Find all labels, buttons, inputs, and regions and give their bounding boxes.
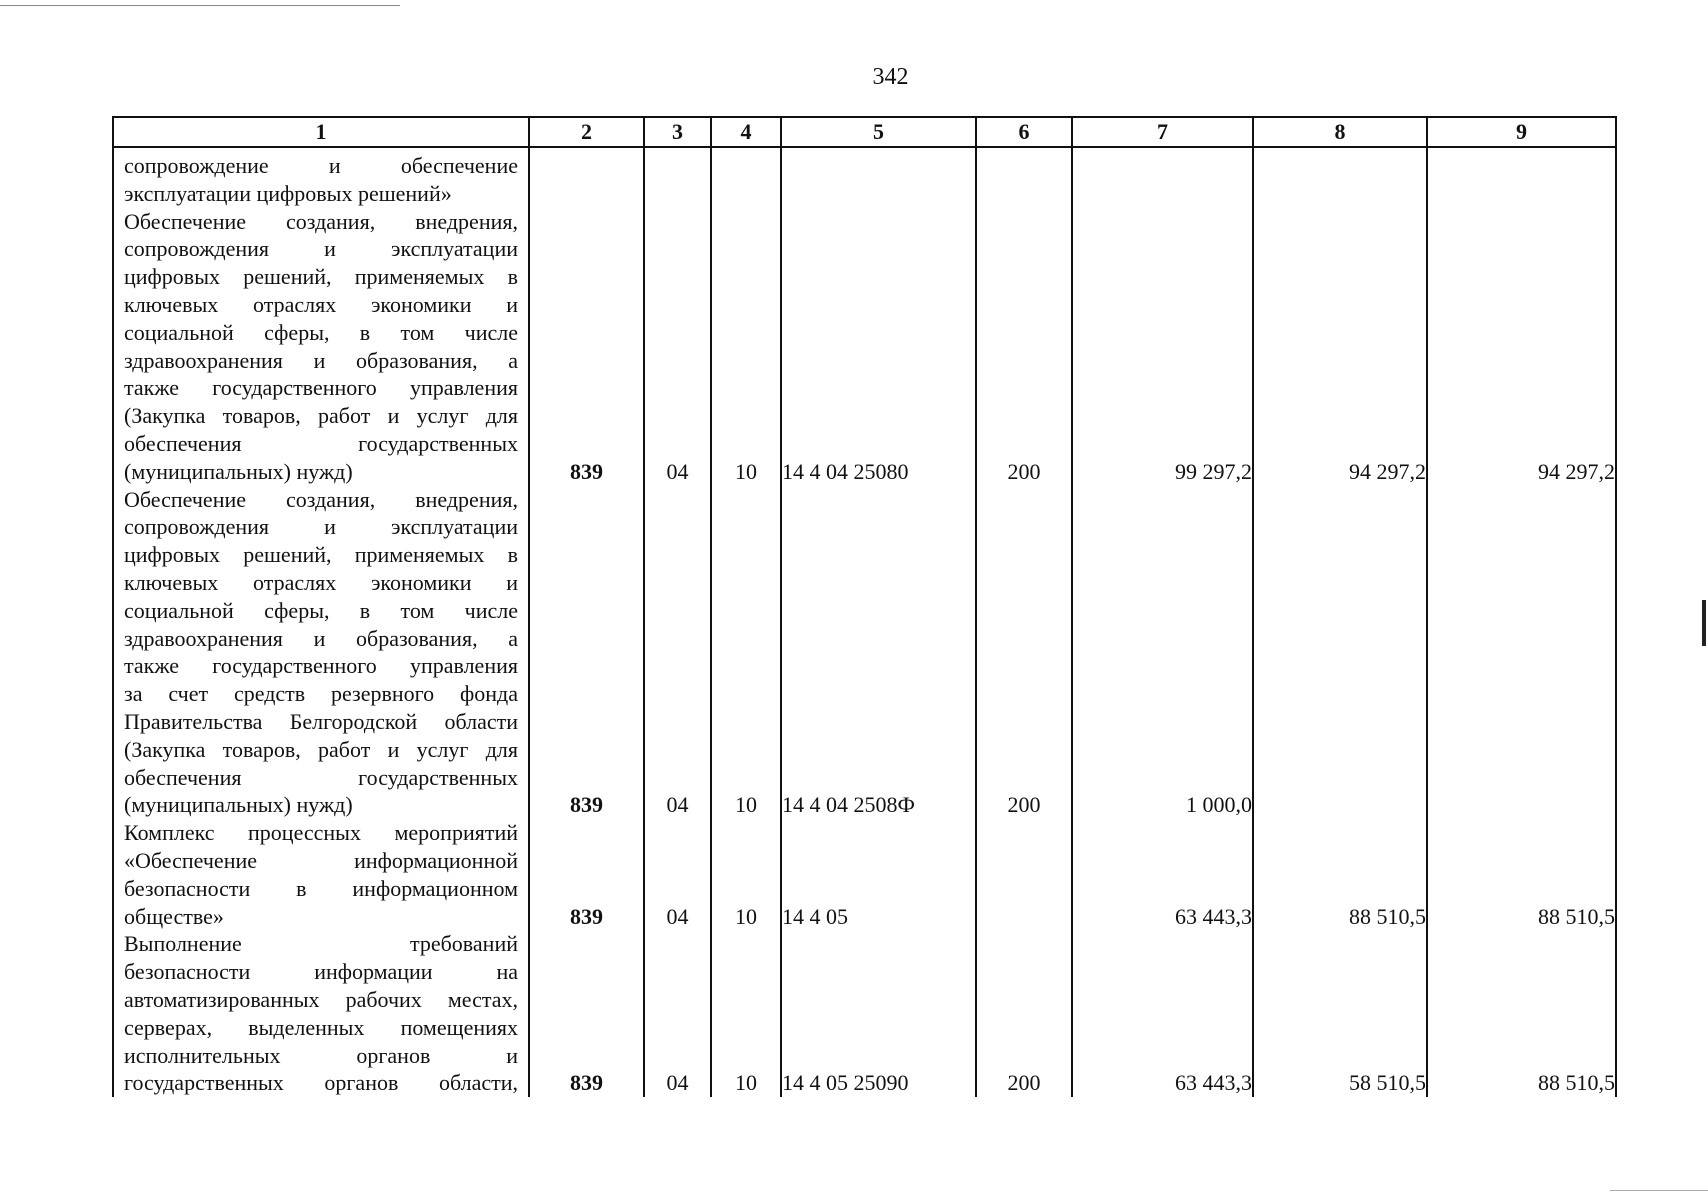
cell-amount-col7: 63 443,3 [1072,930,1253,1097]
row-description [113,208,529,486]
cell-ministry-code [529,152,644,208]
description-line: Правительства Белгородской области [124,708,518,734]
description-line: государственных органов области, [124,1070,518,1096]
description-line: за счет средств резервного фонда [124,681,518,707]
description-line: серверах, выделенных помещениях [124,1014,518,1040]
description-line: безопасности информации на [124,959,518,985]
description-line: цифровых решений, применяемых в [124,264,518,290]
column-header: 6 [976,117,1072,147]
column-header: 9 [1427,117,1616,147]
description-line: безопасности в информационном [124,875,518,901]
description-line: сопровождение и обеспечение [124,153,518,178]
table-row [113,208,1616,486]
column-header: 5 [781,117,976,147]
cell-amount-col7: 1 000,0 [1072,486,1253,820]
column-header: 4 [711,117,781,147]
cell-subsection: 10 [711,486,781,820]
description-line: (муниципальных) нужд) [124,792,353,818]
cell-target-article: 14 4 05 [781,819,976,930]
description-line: эксплуатации цифровых решений» [124,180,452,206]
cell-ministry-code: 839 [529,486,644,820]
scan-edge-line [0,5,400,6]
cell-amount-col8: 94 297,2 [1253,208,1427,486]
description-line: обществе» [124,903,224,929]
cell-amount-col9: 88 510,5 [1427,819,1616,930]
description-line: здравоохранения и образования, а [124,347,518,373]
cell-target-article: 14 4 05 25090 [781,930,976,1097]
row-description [113,486,529,820]
description-line: «Обеспечение информационной [124,847,518,873]
cell-subsection: 10 [711,819,781,930]
cell-amount-col7: 99 297,2 [1072,208,1253,486]
cell-section [644,152,711,208]
description-line: сопровождения и эксплуатации [124,236,518,262]
table-header-row [113,117,1616,147]
cell-ministry-code: 839 [529,208,644,486]
cell-ministry-code: 839 [529,930,644,1097]
page-number: 342 [872,64,909,90]
cell-subsection [711,152,781,208]
description-line: социальной сферы, в том числе [124,319,518,345]
description-line: Обеспечение создания, внедрения, [124,486,518,512]
cell-amount-col8 [1253,486,1427,820]
cell-amount-col8: 58 510,5 [1253,930,1427,1097]
description-line: социальной сферы, в том числе [124,597,518,623]
description-line: также государственного управления [124,375,518,401]
table-row [113,486,1616,820]
cell-section: 04 [644,930,711,1097]
table-row [113,819,1616,930]
scan-edge-mark [1702,600,1706,646]
table-row [113,930,1616,1097]
cell-amount-col9 [1427,486,1616,820]
cell-target-article [781,152,976,208]
cell-amount-col7: 63 443,3 [1072,819,1253,930]
description-line: сопровождения и эксплуатации [124,514,518,540]
description-line: также государственного управления [124,653,518,679]
table-row [113,152,1616,208]
row-description [113,819,529,930]
cell-section: 04 [644,819,711,930]
description-line: исполнительных органов и [124,1042,518,1068]
cell-expense-type [976,819,1072,930]
description-line: Обеспечение создания, внедрения, [124,208,518,234]
description-line: Комплекс процессных мероприятий [124,820,518,846]
description-line: автоматизированных рабочих местах, [124,986,518,1012]
column-header: 3 [644,117,711,147]
cell-section: 04 [644,208,711,486]
cell-amount-col7 [1072,152,1253,208]
column-header: 2 [529,117,644,147]
description-line: обеспечения государственных [124,430,518,456]
budget-table [112,116,1617,1097]
cell-subsection: 10 [711,930,781,1097]
row-description [113,152,529,208]
cell-subsection: 10 [711,208,781,486]
description-line: цифровых решений, применяемых в [124,542,518,568]
description-line: здравоохранения и образования, а [124,625,518,651]
cell-amount-col9: 94 297,2 [1427,208,1616,486]
description-line: (Закупка товаров, работ и услуг для [124,736,518,762]
cell-amount-col9: 88 510,5 [1427,930,1616,1097]
column-header: 1 [113,117,529,147]
column-header: 8 [1253,117,1427,147]
cell-amount-col8: 88 510,5 [1253,819,1427,930]
description-line: Выполнение требований [124,931,518,957]
cell-expense-type: 200 [976,486,1072,820]
description-line: (муниципальных) нужд) [124,458,353,484]
cell-amount-col8 [1253,152,1427,208]
description-line: ключевых отраслях экономики и [124,569,518,595]
scan-edge-line [1610,1190,1708,1191]
description-line: (Закупка товаров, работ и услуг для [124,403,518,429]
cell-expense-type [976,152,1072,208]
cell-target-article: 14 4 04 25080 [781,208,976,486]
cell-target-article: 14 4 04 2508Ф [781,486,976,820]
row-description [113,930,529,1097]
cell-ministry-code: 839 [529,819,644,930]
cell-section: 04 [644,486,711,820]
cell-expense-type: 200 [976,930,1072,1097]
cell-amount-col9 [1427,152,1616,208]
column-header: 7 [1072,117,1253,147]
description-line: обеспечения государственных [124,764,518,790]
description-line: ключевых отраслях экономики и [124,291,518,317]
cell-expense-type: 200 [976,208,1072,486]
